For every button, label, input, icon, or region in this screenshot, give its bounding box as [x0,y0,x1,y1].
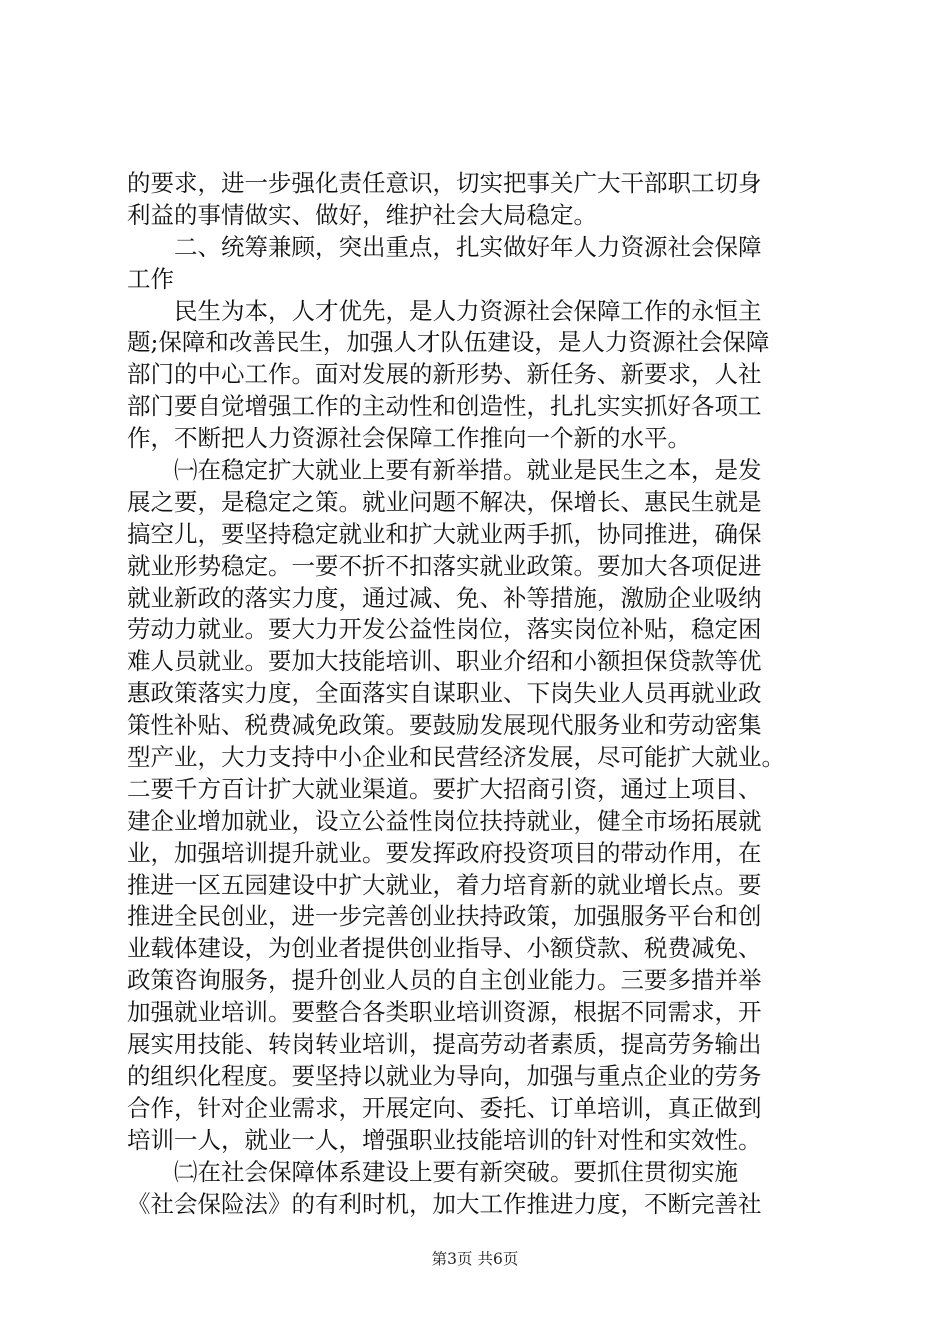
text-line: 工作 [127,264,174,293]
text-line: 加强就业培训。要整合各类职业培训资源，根据不同需求，开 [127,998,762,1027]
text-line: 就业形势稳定。一要不折不扣落实就业政策。要加大各项促进 [127,551,762,580]
text-line: 策性补贴、税费减免政策。要鼓励发展现代服务业和劳动密集 [127,711,762,740]
text-line: 培训一人，就业一人，增强职业技能培训的针对性和实效性。 [127,1125,762,1154]
text-line: 的组织化程度。要坚持以就业为导向，加强与重点企业的劳务 [127,1061,762,1090]
text-line: 二要千方百计扩大就业渠道。要扩大招商引资，通过上项目、 [127,774,762,803]
text-line: 政策咨询服务，提升创业人员的自主创业能力。三要多措并举 [127,966,762,995]
text-line: 利益的事情做实、做好，维护社会大局稳定。 [127,200,597,229]
text-line: 推进一区五园建设中扩大就业，着力培育新的就业增长点。要 [127,870,762,899]
text-line: 二、统筹兼顾，突出重点，扎实做好年人力资源社会保障 [174,232,762,261]
text-line: 难人员就业。要加大技能培训、职业介绍和小额担保贷款等优 [127,647,762,676]
text-line: 题;保障和改善民生，加强人才队伍建设，是人力资源社会保障 [127,328,770,357]
text-line: 劳动力就业。要大力开发公益性岗位，落实岗位补贴，稳定困 [127,615,762,644]
text-line: 搞空儿，要坚持稳定就业和扩大就业两手抓，协同推进，确保 [127,519,762,548]
text-line: 建企业增加就业，设立公益性岗位扶持就业，健全市场拓展就 [127,806,762,835]
text-line: 型产业，大力支持中小企业和民营经济发展，尽可能扩大就业。 [127,743,785,772]
text-line: 惠政策落实力度，全面落实自谋职业、下岗失业人员再就业政 [127,679,762,708]
text-line: ㈡在社会保障体系建设上要有新突破。要抓住贯彻实施 [174,1157,738,1186]
text-line: 展实用技能、转岗转业培训，提高劳动者素质，提高劳务输出 [127,1030,762,1059]
text-line: 推进全民创业，进一步完善创业扶持政策，加强服务平台和创 [127,902,762,931]
text-line: 的要求，进一步强化责任意识，切实把事关广大干部职工切身 [127,169,762,197]
text-line: ㈠在稳定扩大就业上要有新举措。就业是民生之本，是发 [174,456,762,485]
text-line: 部门要自觉增强工作的主动性和创造性，扎扎实实抓好各项工 [127,392,762,421]
text-line: 业载体建设，为创业者提供创业指导、小额贷款、税费减免、 [127,934,762,963]
text-line: 就业新政的落实力度，通过减、免、补等措施，激励企业吸纳 [127,583,762,612]
text-line: 作，不断把人力资源社会保障工作推向一个新的水平。 [127,424,691,453]
document-body [127,168,833,1220]
text-line: 合作，针对企业需求，开展定向、委托、订单培训，真正做到 [127,1093,762,1122]
text-line: 民生为本，人才优先，是人力资源社会保障工作的永恒主 [174,296,762,325]
page-footer: 第3页 共6页 [431,1250,519,1268]
text-line: 业，加强培训提升就业。要发挥政府投资项目的带动作用，在 [127,838,762,867]
text-line: 《社会保险法》的有利时机，加大工作推进力度，不断完善社 [127,1189,762,1218]
text-line: 部门的中心工作。面对发展的新形势、新任务、新要求，人社 [127,360,762,389]
text-line: 展之要，是稳定之策。就业问题不解决，保增长、惠民生就是 [127,487,762,516]
